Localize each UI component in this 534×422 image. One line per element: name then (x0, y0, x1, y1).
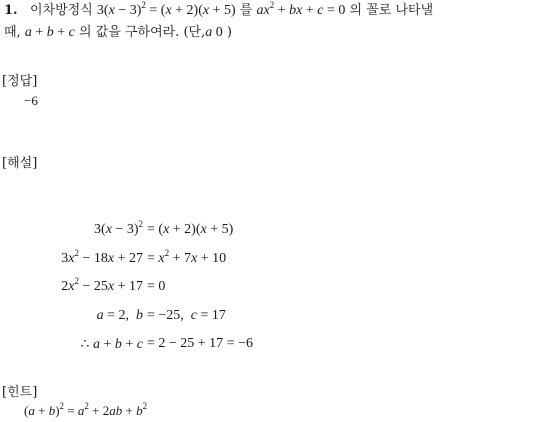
derivation-lhs: a = 2, b (96, 308, 143, 323)
question-sum-expr: a + b + c (24, 25, 75, 40)
question-close-paren: ) (226, 25, 232, 40)
question-text-prefix: 이차방정식 (29, 3, 93, 18)
question-text-mid: 를 (239, 3, 253, 18)
derivation-lhs: $3(x - 3)^2$ (94, 219, 143, 237)
hint-formula: $(a + b)^2 = a^2 + 2ab + b^2$ (24, 401, 148, 418)
answer-header: [정답] (2, 74, 38, 89)
question-form: $ax^2$ + bx + c = 0 (256, 0, 346, 18)
question-line-2 (4, 25, 232, 41)
question-equation: $3(x - 3)^2 = (x + 2)(x + 5)$ (96, 0, 236, 18)
derivation-lhs: ∴ a + b + c (80, 337, 143, 352)
derivation-rhs: = −25, c = 17 (147, 308, 226, 323)
derivation-lhs: $3x^2 - 18x + 27$ (61, 248, 143, 266)
derivation-rhs: = $x^2 + 7x + 10$ (147, 248, 227, 266)
question-line-1 (4, 0, 434, 19)
answer-value: −6 (24, 93, 38, 108)
question-line2-prefix: 때, (4, 25, 21, 40)
question-line2-suffix: 의 값을 구하여라. (단, (79, 25, 206, 40)
question-number: 1. (4, 3, 18, 18)
derivation-rhs: = 2 − 25 + 17 = −6 (147, 336, 253, 351)
hint-header: [힌트] (2, 385, 38, 400)
solution-header: [해설] (2, 156, 38, 171)
question-text-suffix: 의 꼴로 나타낼 (349, 3, 434, 18)
derivation-lhs: $2x^2 - 25x + 17$ (61, 276, 143, 294)
derivation-rhs: = (x + 2)(x + 5) (147, 222, 234, 237)
question-condition: a 0 (205, 25, 223, 40)
derivation-rhs: = 0 (147, 279, 166, 294)
